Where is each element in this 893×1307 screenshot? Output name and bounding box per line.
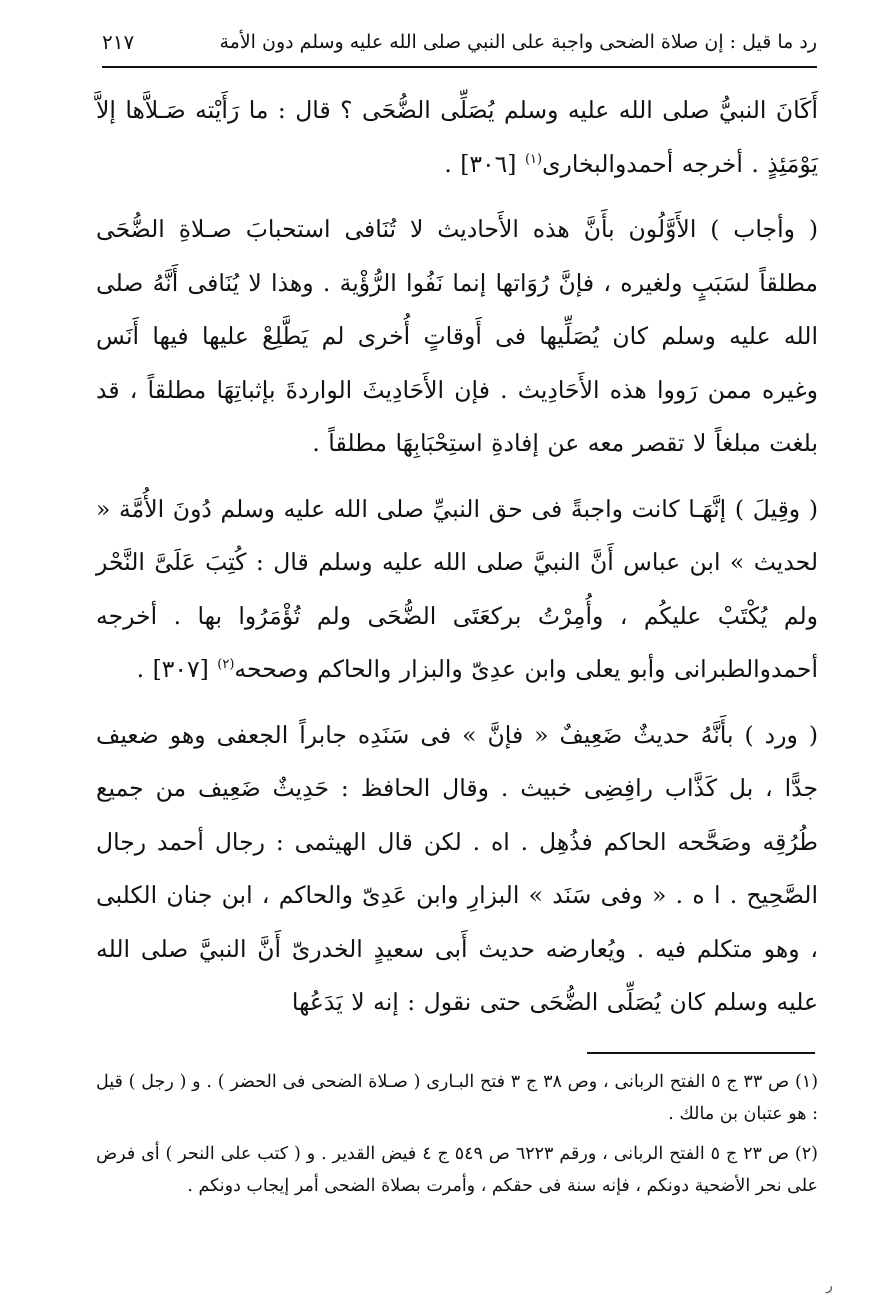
footnotes — [96, 1066, 818, 1202]
footnote-rule — [587, 1052, 815, 1054]
paragraph-2: ( وأجاب ) الأَوَّلُون بأَنَّ هذه الأَحاديث لا تُنَافى استحبابَ صـلاةِ الضُّحَى مطلقاً لسَبَبٍ ولغيره ، فإنَّ رُوَاتها إنما نَفُوا الرُّؤْية . وهذا لا يُنَافى أَنَّهُ صلى الله عليه وسلم كان يُصَلِّيها فى أَوقاتٍ أُخرى لم يَطَّلِعْ عليها فيها أَنَس وغيره ممن رَووا هذه الأَحَادِيث . فإن الأَحَادِيثَ الواردةَ بإثباتِهَا مطلقاً ، قد بلغت مبلغاً لا تقصر معه عن إفادةِ استِحْبَابِهَا مطلقاً . — [96, 215, 818, 457]
paragraph-4: ( ورد ) بأَنَّهُ حديثٌ ضَعِيفٌ « فإنَّ » فى سَنَدِه جابراً الجعفى وهو ضعيف جدًّا ، بل كَذَّاب رافِضِى خبيث . وقال الحافظ : حَدِيثٌ ضَعِيف من جميع طُرُقِه وصَحَّحه الحاكم فذُهِل . اه . لكن قال الهيثمى : رجال أحمد رجال الصَّحِيح . ا ه . « وفى سَنَد » البزارِ وابن عَدِىّ والحاكم ، ابن جنان الكلبى ، وهو متكلم فيه . ويُعارضه حديث أَبى سعيدٍ الخدرىّ أَنَّ النبيَّ صلى الله عليه وسلم كان يُصَلِّى الضُّحَى حتى نقول : إنه لا يَدَعُها — [96, 720, 818, 1016]
footnote-ref-2: (٢) — [217, 657, 235, 673]
page-number: ٢١٧ — [102, 30, 135, 54]
footnote-ref-1: (١) — [524, 151, 543, 167]
header-title: رد ما قيل : إن صلاة الضحى واجبة على النبي صلى الله عليه وسلم دون الأمة — [219, 31, 817, 53]
paragraph-3-text: ( وقِيلَ ) إنَّهَـا كانت واجبةً فى حق النبيِّ صلى الله عليه وسلم دُونَ الأُمَّة « لحديث » ابن عباس أَنَّ النبيَّ صلى الله عليه وسلم قال : كُتِبَ عَلَىَّ النَّحْر ولم يُكْتَبْ عليكُم ، وأُمِرْتُ بركعَتَى الضُّحَى ولم تُؤْمَرُوا بها . أخرجه أحمدوالطبرانى وأبو يعلى وابن عدِىّ والبزار والحاكم وصححه — [96, 494, 818, 683]
hadith-number-307: [٣٠٧] . — [136, 655, 209, 683]
paragraph-3 — [96, 483, 818, 697]
footnote-2: (٢) ص ٢٣ ج ٥ الفتح الربانى ، ورقم ٦٢٢٣ ص ٥٤٩ ج ٤ فيض القدير . و ( كتب على النحر ) أى فرض على نحر الأضحية دونكم ، فإنه سنة فى حقكم ، وأمرت بصلاة الضحى أمر إيجاب دونكم . — [96, 1144, 818, 1196]
header-rule — [102, 66, 817, 68]
paragraph-1-text: أَكَانَ النبيُّ صلى الله عليه وسلم يُصَلِّى الضُّحَى ؟ قال : ما رَأَيْته صَـلاَّها إلاَّ يَوْمَئِذٍ . أخرجه أحمدوالبخارى — [96, 96, 818, 178]
stray-mark: ر — [826, 1278, 833, 1294]
running-header — [102, 22, 817, 62]
paragraph-1 — [96, 84, 818, 191]
hadith-number-306: [٣٠٦] . — [444, 149, 517, 178]
footnote-1: (١) ص ٣٣ ج ٥ الفتح الربانى ، وص ٣٨ ج ٣ فتح البـارى ( صـلاة الضحى فى الحضر ) . و ( رجل ) قيل : هو عتبان بن مالك . — [96, 1072, 819, 1124]
body-text — [96, 84, 818, 1030]
